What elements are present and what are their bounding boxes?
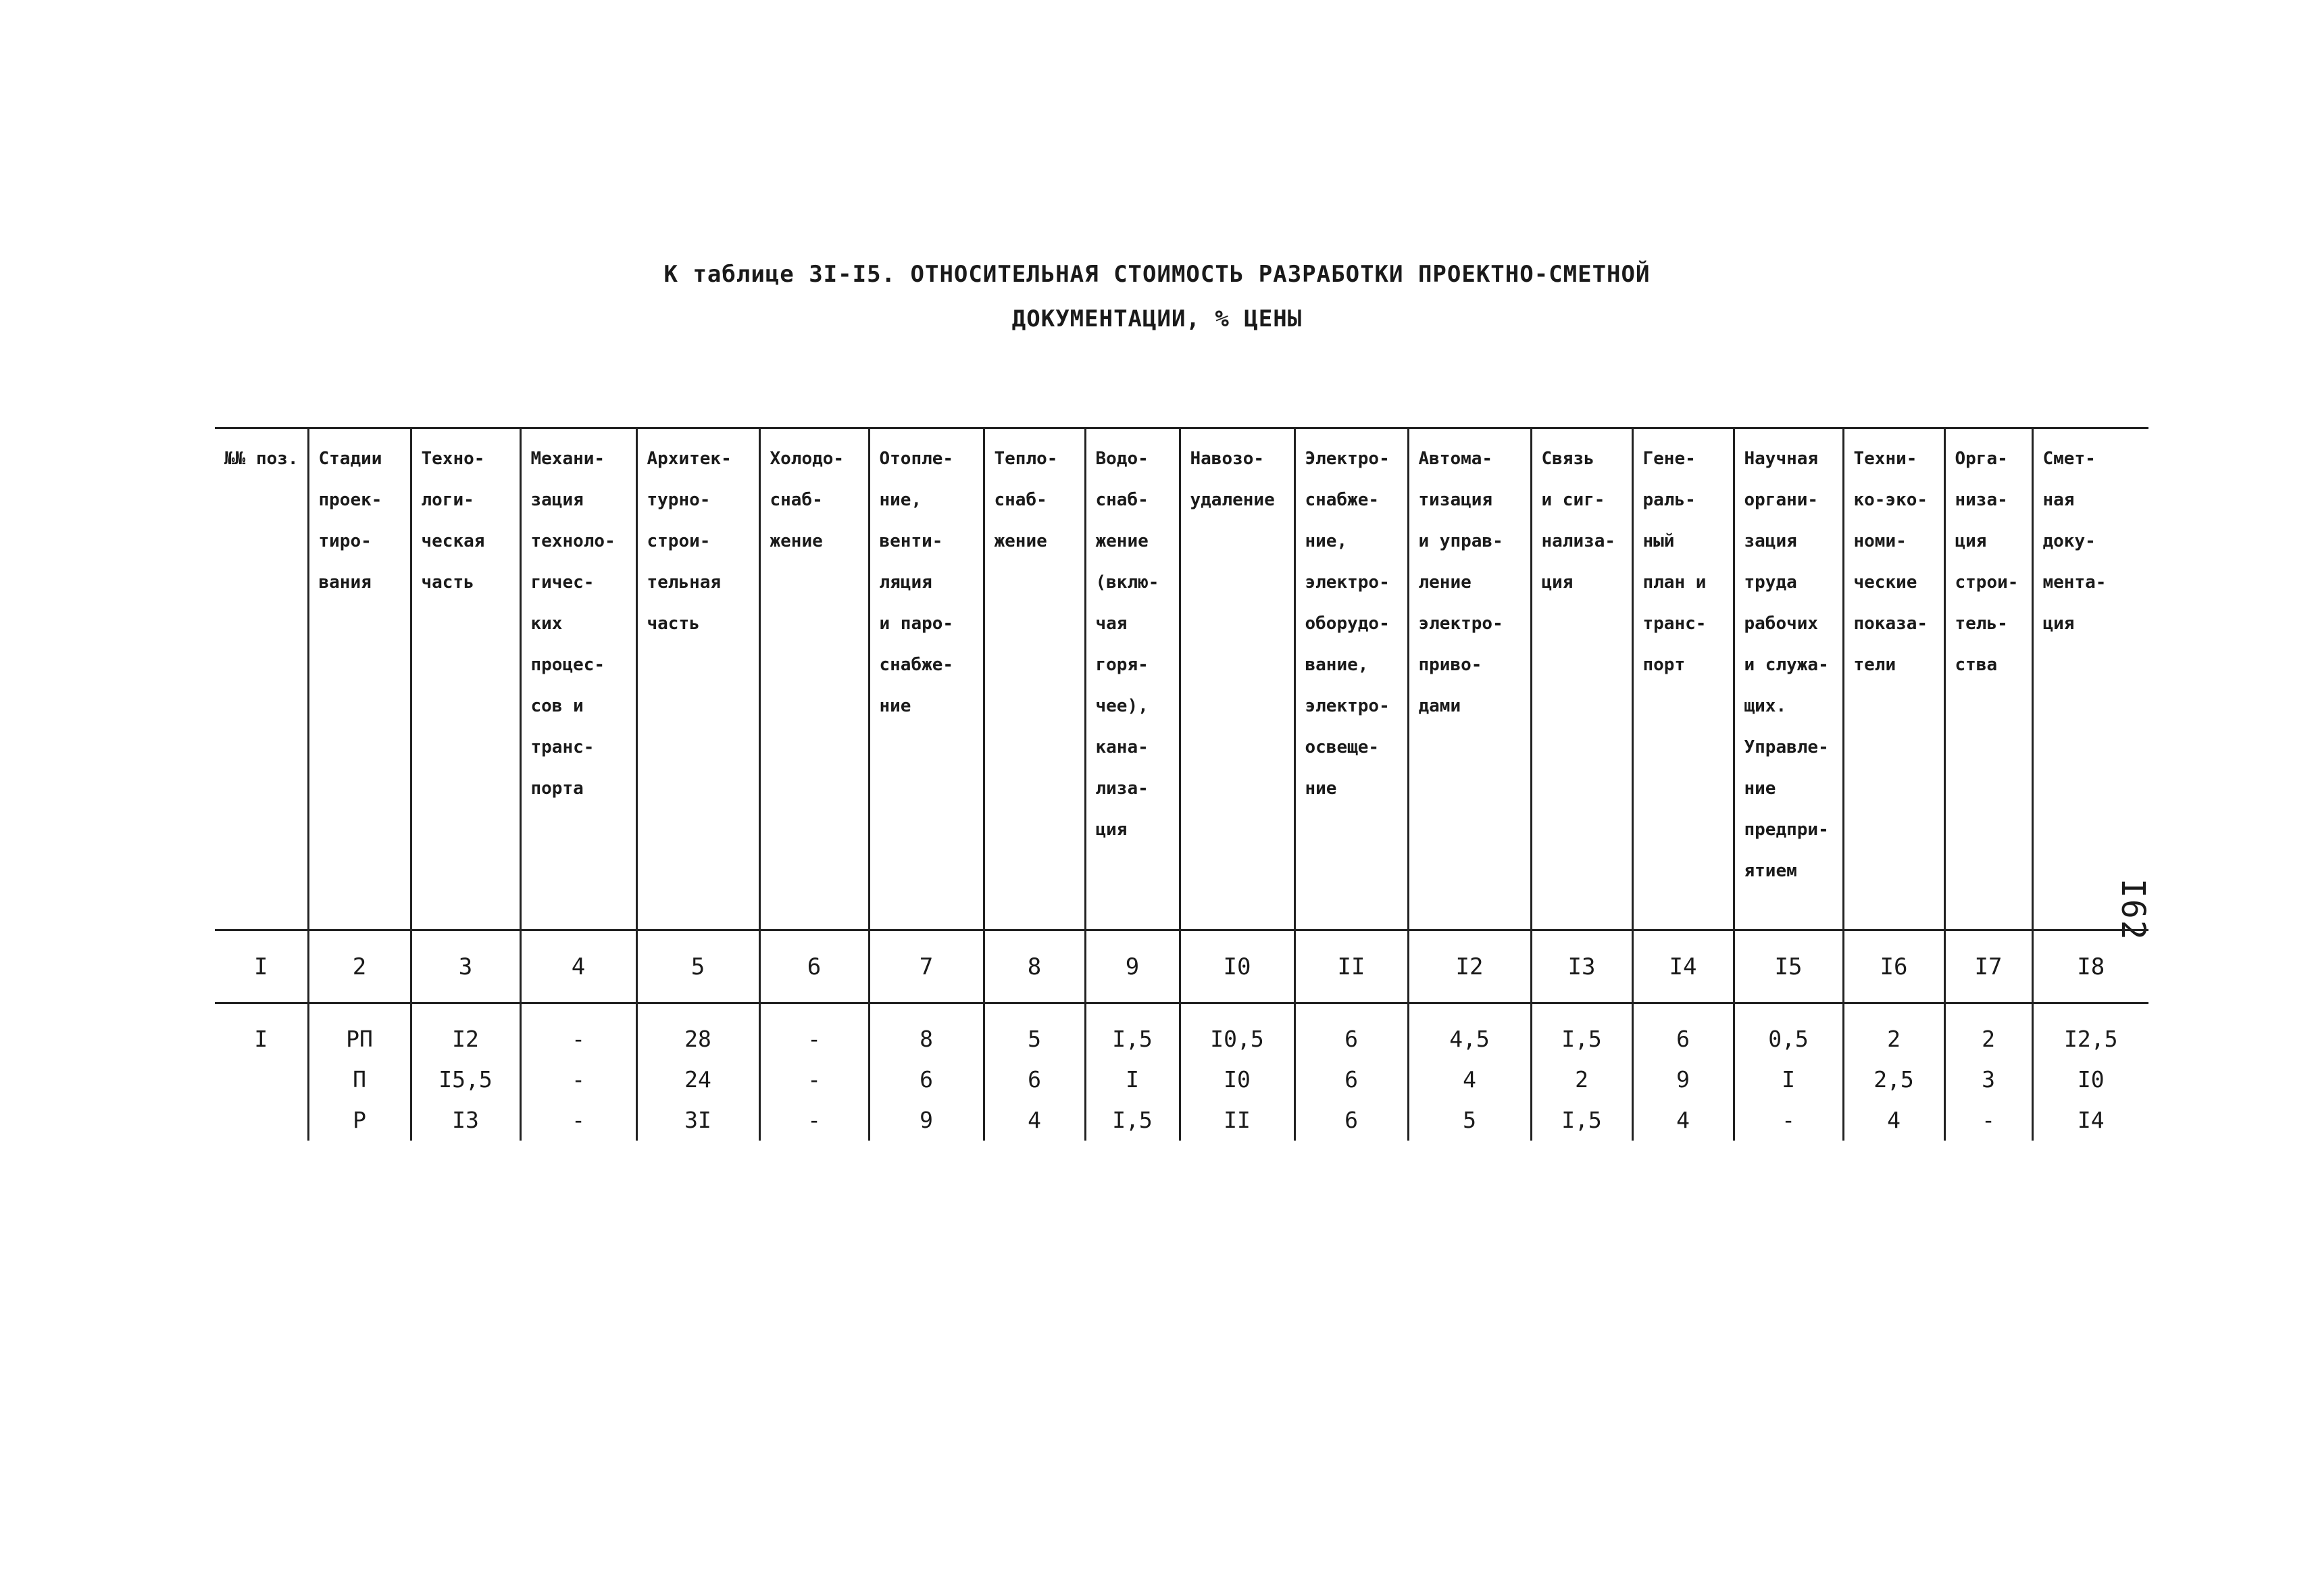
table-cell	[1843, 1003, 1944, 1141]
cell-value: -	[572, 1107, 585, 1133]
header-cell	[1408, 428, 1531, 930]
cell-value: I0	[2077, 1066, 2105, 1093]
table-cell	[1944, 1003, 2032, 1141]
column-number: 5	[636, 930, 759, 1003]
cell-value: -	[1982, 1107, 1995, 1133]
document-title-line-1: К таблице 3I-I5. ОТНОСИТЕЛЬНАЯ СТОИМОСТЬ РАЗРАБОТКИ ПРОЕКТНО-СМЕТНОЙ	[663, 261, 1651, 288]
header-cell	[1294, 428, 1408, 930]
header-text: Механи- зация техноло- гичес- ких процес- сов и транс- порта	[530, 449, 615, 799]
column-number: I8	[2032, 930, 2148, 1003]
header-cell	[1944, 428, 2032, 930]
cell-value: 4	[1463, 1066, 1476, 1093]
cell-value: 4	[1028, 1107, 1041, 1133]
cell-value: I5,5	[438, 1066, 493, 1093]
table-cell	[1632, 1003, 1734, 1141]
header-text: Смет- ная доку- мента- ция	[2042, 449, 2107, 634]
column-number: 7	[869, 930, 984, 1003]
cell-value: 9	[1676, 1066, 1690, 1093]
header-cell	[215, 428, 308, 930]
cell-value: П	[353, 1066, 366, 1093]
cell-value: -	[1782, 1107, 1795, 1133]
column-number: 4	[520, 930, 636, 1003]
cell-value: 6	[1676, 1026, 1690, 1052]
column-number: I	[215, 930, 308, 1003]
column-number: 2	[308, 930, 411, 1003]
header-text: Стадии проек- тиро- вания	[318, 449, 382, 593]
header-text: Отопле- ние, венти- ляция и паро- снабже- ние	[879, 449, 954, 716]
header-text: Научная органи- зация труда рабочих и служа- щих. Управле- ние предпри- ятием	[1744, 449, 1829, 881]
column-number: 3	[411, 930, 520, 1003]
cell-value: -	[807, 1066, 821, 1093]
cell-value: -	[807, 1107, 821, 1133]
cell-value: II	[1224, 1107, 1251, 1133]
header-cell	[869, 428, 984, 930]
cell-value: 3I	[684, 1107, 711, 1133]
column-number: 6	[759, 930, 869, 1003]
column-number: I3	[1531, 930, 1632, 1003]
header-cell	[411, 428, 520, 930]
header-cell	[1531, 428, 1632, 930]
header-text: Тепло- снаб- жение	[994, 449, 1058, 551]
cell-value: РП	[346, 1026, 373, 1052]
header-cell	[1180, 428, 1294, 930]
header-text: Водо- снаб- жение (вклю- чая горя- чее), кана- лиза- ция	[1095, 449, 1159, 840]
cell-value: I2	[452, 1026, 479, 1052]
header-cell	[636, 428, 759, 930]
column-number: 9	[1085, 930, 1180, 1003]
header-cell	[984, 428, 1085, 930]
cell-value: 2	[1982, 1026, 1995, 1052]
table-cell	[411, 1003, 520, 1141]
cell-value: 24	[684, 1066, 711, 1093]
cell-value: I0	[1224, 1066, 1251, 1093]
table-cell	[636, 1003, 759, 1141]
cell-value: I,5	[1112, 1026, 1153, 1052]
header-text: Электро- снабже- ние, электро- оборудо- вание, электро- освеще- ние	[1305, 449, 1390, 799]
header-cell	[308, 428, 411, 930]
table-cell	[308, 1003, 411, 1141]
cell-value: 4,5	[1449, 1026, 1490, 1052]
cell-value: 2	[1887, 1026, 1901, 1052]
column-number: I0	[1180, 930, 1294, 1003]
cell-value: 5	[1028, 1026, 1041, 1052]
cell-value: 0,5	[1768, 1026, 1809, 1052]
cell-value: -	[572, 1066, 585, 1093]
column-number: I6	[1843, 930, 1944, 1003]
cell-value: 2,5	[1873, 1066, 1914, 1093]
cell-value: I,5	[1561, 1026, 1602, 1052]
header-text: №№ поз.	[224, 449, 299, 469]
column-number: II	[1294, 930, 1408, 1003]
table-cell	[1085, 1003, 1180, 1141]
column-number: 8	[984, 930, 1085, 1003]
cell-value: 6	[1028, 1066, 1041, 1093]
cell-value: 6	[1344, 1026, 1358, 1052]
table-cell	[215, 1003, 308, 1141]
header-text: Автома- тизация и управ- ление электро- приво- дами	[1418, 449, 1503, 716]
cell-value: 3	[1982, 1066, 1995, 1093]
header-text: Техни- ко-эко- номи- ческие показа- тели	[1853, 449, 1928, 675]
header-row	[215, 428, 2148, 930]
column-number: I2	[1408, 930, 1531, 1003]
cell-value: 6	[1344, 1066, 1358, 1093]
cell-value: 8	[920, 1026, 933, 1052]
header-cell	[1085, 428, 1180, 930]
cell-value: 9	[920, 1107, 933, 1133]
table-cell	[520, 1003, 636, 1141]
cell-value: -	[572, 1026, 585, 1052]
cell-value: I2,5	[2064, 1026, 2118, 1052]
cell-value: I4	[2077, 1107, 2105, 1133]
cell-value: 6	[1344, 1107, 1358, 1133]
cell-value: I	[1126, 1066, 1139, 1093]
table-cell	[1734, 1003, 1843, 1141]
cost-table	[215, 427, 2148, 1141]
column-number-row	[215, 930, 2148, 1003]
header-cell	[1734, 428, 1843, 930]
table-cell	[1180, 1003, 1294, 1141]
column-number: I4	[1632, 930, 1734, 1003]
page-number: I62	[2114, 878, 2152, 941]
cell-value: I,5	[1561, 1107, 1602, 1133]
cell-value: 2	[1575, 1066, 1588, 1093]
cell-value: I3	[452, 1107, 479, 1133]
header-cell	[759, 428, 869, 930]
cell-value: I	[1782, 1066, 1795, 1093]
cell-value: -	[807, 1026, 821, 1052]
table-row	[215, 1003, 2148, 1141]
table-cell	[2032, 1003, 2148, 1141]
table-cell	[759, 1003, 869, 1141]
header-cell	[1843, 428, 1944, 930]
cell-value: I,5	[1112, 1107, 1153, 1133]
cell-value: 4	[1887, 1107, 1901, 1133]
header-text: Гене- раль- ный план и транс- порт	[1642, 449, 1707, 675]
cell-value: 5	[1463, 1107, 1476, 1133]
cell-value: I	[254, 1026, 268, 1052]
header-text: Архитек- турно- строи- тельная часть	[647, 449, 732, 634]
table-cell	[1531, 1003, 1632, 1141]
column-number: I5	[1734, 930, 1843, 1003]
header-text: Холодо- снаб- жение	[770, 449, 845, 551]
cell-value: 6	[920, 1066, 933, 1093]
table-cell	[869, 1003, 984, 1141]
table-cell	[984, 1003, 1085, 1141]
header-text: Техно- логи- ческая часть	[421, 449, 485, 593]
document-title-line-2: ДОКУМЕНТАЦИИ, % ЦЕНЫ	[1011, 305, 1303, 332]
column-number: I7	[1944, 930, 2032, 1003]
header-text: Орга- низа- ция строи- тель- ства	[1955, 449, 2019, 675]
header-cell	[1632, 428, 1734, 930]
table-cell	[1408, 1003, 1531, 1141]
cell-value: 28	[684, 1026, 711, 1052]
cell-value: Р	[353, 1107, 366, 1133]
header-cell	[2032, 428, 2148, 930]
table-cell	[1294, 1003, 1408, 1141]
cell-value: 4	[1676, 1107, 1690, 1133]
header-cell	[520, 428, 636, 930]
header-text: Навозо- удаление	[1190, 449, 1275, 510]
header-text: Связь и сиг- нализа- ция	[1541, 449, 1616, 593]
cell-value: I0,5	[1210, 1026, 1264, 1052]
